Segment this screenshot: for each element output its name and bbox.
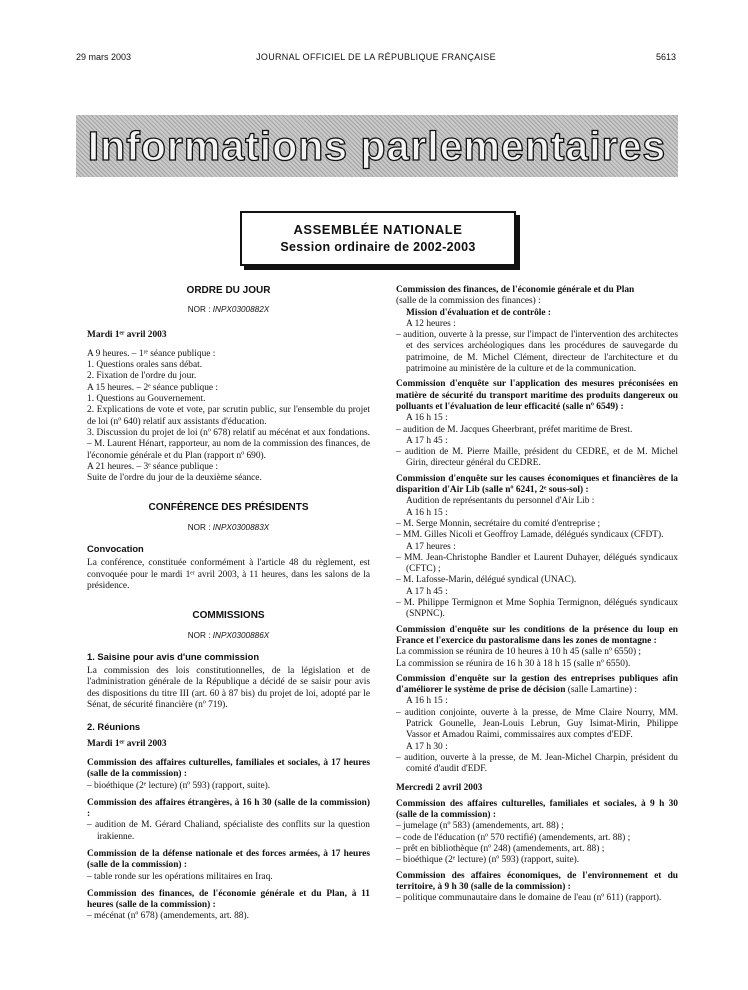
cult-title: Commission des affaires culturelles, familiales et sociales, à 9 h 30 (salle de la commission) : [396,798,678,821]
ordre-s2-i1: 1. Questions au Gouvernement. [87,394,206,405]
enq2-time1: A 16 h 15 : [406,507,448,518]
conf-sub: Convocation [87,543,144,555]
enq1-time1: A 16 h 15 : [406,413,448,424]
enq4-time1: A 16 h 15 : [406,696,448,707]
nor-prefix: NOR : [187,630,213,640]
ordre-s1: A 9 heures. – 1ʳᵉ séance publique : [87,348,216,359]
comm-sub1: 1. Saisine pour avis d'une commission [87,650,260,662]
enq2-title: Commission d'enquête sur les causes économiques et financières de la disparition d'Air Lib (salle nº 6241, 2ᵉ sous-sol) : [396,473,678,496]
comm-c1-i1: – bioéthique (2ᵉ lecture) (nº 593) (rapport, suite). [87,780,271,791]
nor-code: INPX0300882X [212,305,270,315]
enq2-time2: A 17 heures : [406,541,456,552]
enq4-block [396,674,678,697]
comm-c2: Commission des affaires étrangères, à 16 h 30 (salle de la commission) : [87,797,370,820]
mission-item: – audition, ouverte à la presse, sur l'impact de l'intervention des architectes et des services archéologiques dans les procédures de sauvegarde du patrimoine, de M. Michel Clément, directeur de l'architecture et du patrimoine au ministère de la culture et de la communication. [396,330,678,375]
comm-sub2: 2. Réunions [87,721,141,733]
enq1-time2: A 17 h 45 : [406,435,448,446]
ordre-date: Mardi 1ᵉʳ avril 2003 [87,329,167,340]
nor-code: INPX0300883X [212,522,270,532]
ordre-s3: A 21 heures. – 3ᵉ séance publique : [87,461,219,472]
ordre-s1-i2: 2. Fixation de l'ordre du jour. [87,371,197,382]
conf-text: La conférence, constituée conformément à l'article 48 du règlement, est convoquée pour le mardi 1ᵉʳ avril 2003, à 11 heures, dans les salons de la présidence. [87,558,370,591]
mission-title: Mission d'évaluation et de contrôle : [406,307,552,318]
enq2-item3: – MM. Jean-Christophe Bandler et Laurent Duhayer, délégués syndicaux (CFTC) ; [396,552,678,575]
conf-title: CONFÉRENCE DES PRÉSIDENTS [148,502,309,514]
nor-code: INPX0300886X [212,630,270,640]
eco-item1: – politique communautaire dans le domaine de l'eau (nº 611) (rapport). [396,893,662,904]
comm-nor [87,630,370,641]
comm-c3-i1: – table ronde sur les opérations militaires en Iraq. [87,871,273,882]
comm-date: Mardi 1ᵉʳ avril 2003 [87,738,167,749]
ordre-s3-i1: Suite de l'ordre du jour de la deuxième séance. [87,473,262,484]
nor-prefix: NOR : [187,522,213,532]
fin-room: (salle de la commission des finances) : [396,296,541,307]
ordre-s2-i3: 3. Discussion du projet de loi (nº 678) relatif au mécénat et aux fondations. – M. Laurent Hénart, rapporteur, au nom de la commission des finances, de l'économie générale et du Plan (rapport nº 690). [87,427,370,461]
mission-time: A 12 heures : [406,318,456,329]
enq1-item2: – audition de M. Pierre Maille, président du CEDRE, et de M. Michel Girin, directeur général du CEDRE. [396,447,678,469]
enq2-item2: – MM. Gilles Nicoli et Geoffroy Lamade, délégués syndicaux (CFDT). [396,530,664,541]
enq4-time2: A 17 h 30 : [406,741,448,752]
ordre-s2-i2: 2. Explications de vote et vote, par scrutin public, sur l'ensemble du projet de loi (nº 640) relatif aux assistants d'éducation. [87,405,370,427]
ordre-s2: A 15 heures. – 2ᵉ séance publique : [87,382,219,393]
enq2-item4: – M. Lafosse-Marin, délégué syndical (UNAC). [396,575,577,586]
comm-title: COMMISSIONS [192,610,265,622]
enq2-item5: – M. Philippe Termignon et Mme Sophia Termignon, délégués syndicaux (SNPNC). [396,598,678,620]
comm-c4: Commission des finances, de l'économie générale et du Plan, à 11 heures (salle de la commission) : [87,888,370,911]
comm-c1: Commission des affaires culturelles, familiales et sociales, à 17 heures (salle de la commission) : [87,757,370,780]
section-banner [76,115,678,177]
assembly-title: ASSEMBLÉE NATIONALE [293,222,463,237]
enq2-time3: A 17 h 45 : [406,586,448,597]
conf-nor [87,522,370,533]
page-header [76,52,676,66]
cult-item4: – bioéthique (2ᵉ lecture) (nº 593) (rapport, suite). [396,855,580,866]
enq2-item1: – M. Serge Monnin, secrétaire du comité d'entreprise ; [396,518,601,529]
eco-title: Commission des affaires économiques, de l'environnement et du territoire, à 9 h 30 (salle de la commission) : [396,870,678,892]
enq4-item2: – audition, ouverte à la presse, de M. Jean-Michel Charpin, président du comité d'audit d'EDF. [396,752,678,775]
enq4-item1: – audition conjointe, ouverte à la presse, de Mme Claire Nourry, MM. Patrick Gounelle, Jean-Louis Lebrun, Guy Isimat-Mirin, Philippe Vassor et Amadou Raimi, commissaires aux comptes d'EDF. [396,707,678,741]
comm-text1: La commission des lois constitutionnelles, de la législation et de l'administration générale de la République a décidé de se saisir pour avis des dispositions du titre III (art. 60 à 87 bis) du projet de loi, adopté par le Sénat, de sécurité financière (nº 719). [87,666,370,711]
enq1-item1: – audition de M. Jacques Gheerbrant, préfet maritime de Brest. [396,424,633,435]
ordre-nor [87,304,370,315]
assembly-session: Session ordinaire de 2002-2003 [280,240,476,254]
right-column [396,285,678,904]
fin-title: Commission des finances, de l'économie générale et du Plan [396,285,635,295]
comm-c4-i1: – mécénat (nº 678) (amendements, art. 88). [87,911,249,922]
enq2-sub: Audition de représentants du personnel d'Air Lib : [406,496,595,507]
enq3-line1: La commission se réunira de 10 heures à 10 h 45 (salle nº 6550) ; [396,647,642,658]
assembly-box [240,211,516,266]
cult-item1: – jumelage (nº 583) (amendements, art. 88) ; [396,821,564,832]
left-column [87,285,370,923]
enq4-title: Commission d'enquête sur la gestion des entreprises publiques afin d'améliorer le système de prise de décision [396,673,678,696]
enq3-line2: La commission se réunira de 16 h 30 à 18 h 15 (salle nº 6550). [396,658,631,669]
journal-title: JOURNAL OFFICIEL DE LA RÉPUBLIQUE FRANÇAISE [256,52,496,62]
cult-item3: – prêt en bibliothèque (nº 248) (amendements, art. 88) ; [396,843,605,854]
enq3-title: Commission d'enquête sur les conditions de la présence du loup en France et l'exercice du pastoralisme dans les zones de montagne : [396,624,678,646]
cult-item2: – code de l'éducation (nº 570 rectifié) (amendements, art. 88) ; [396,832,631,843]
ordre-title: ORDRE DU JOUR [186,285,271,296]
banner-title: Informations parlementaires [87,122,667,169]
ordre-s1-i1: 1. Questions orales sans débat. [87,360,203,371]
page-number: 5613 [655,52,676,62]
header-date: 29 mars 2003 [76,52,132,62]
nor-prefix: NOR : [187,305,213,315]
enq1-title: Commission d'enquête sur l'application des mesures préconisées en matière de sécurité du transport maritime des produits dangereux ou polluants et l'évaluation de leur efficacité (salle nº 6549) : [396,379,678,412]
date2: Mercredi 2 avril 2003 [396,783,483,794]
comm-c3: Commission de la défense nationale et des forces armées, à 17 heures (salle de la commission) : [87,848,370,871]
enq4-room: (salle Lamartine) : [567,685,638,696]
comm-c2-i1: – audition de M. Gérard Chaliand, spécialiste des conflits sur la question irakienne. [87,820,370,842]
